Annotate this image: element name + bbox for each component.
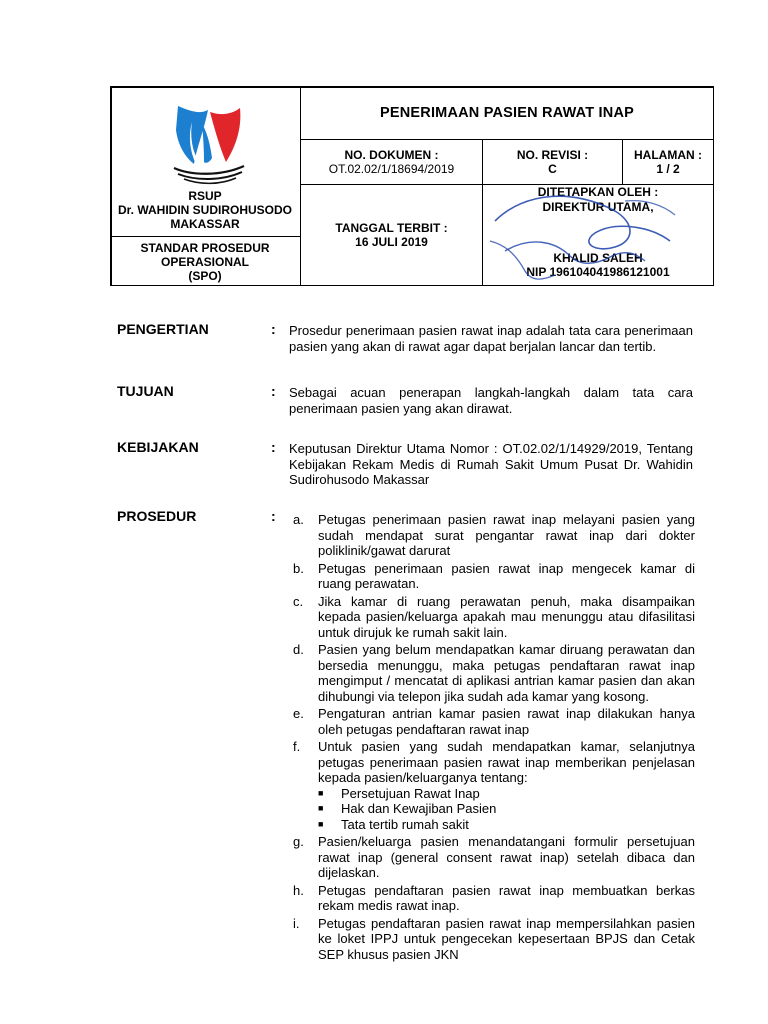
revision-cell (483, 140, 622, 184)
procedure-item (289, 916, 695, 963)
doc-number-cell (301, 140, 482, 184)
section-colon: : (271, 383, 276, 399)
procedure-item-marker: d. (293, 642, 304, 657)
procedure-sub-item (318, 801, 695, 817)
procedure-item (289, 834, 695, 881)
table-divider-h3 (110, 236, 301, 237)
section-label: PENGERTIAN (117, 321, 209, 337)
approver-role: DIREKTUR UTAMA, (542, 200, 654, 214)
procedure-item-text: Pasien/keluarga pasien menandatangani formulir persetujuan rawat inap (general consent rawat inap) setelah dibaca dan dijelaskan. (318, 834, 695, 880)
revision-value: C (548, 162, 557, 176)
institution-line-2: Dr. WAHIDIN SUDIROHUSODO (117, 203, 292, 217)
procedure-item-marker: c. (293, 593, 304, 609)
spo-line-1: STANDAR PROSEDUR (140, 240, 270, 255)
procedure-item-marker: g. (293, 834, 304, 849)
section-text: Keputusan Direktur Utama Nomor : OT.02.02/1/14929/2019, Tentang Kebijakan Rekam Medis di Rumah Sakit Umum Pusat Dr. Wahidin Sudirohusodo Makassar (289, 441, 693, 487)
procedure-sub-item (318, 786, 695, 802)
institution-line-1: RSUP (188, 189, 222, 203)
document-header-table (110, 86, 714, 286)
section-pengertian (117, 322, 717, 372)
procedure-item-marker: b. (293, 560, 304, 576)
page-number-label: HALAMAN : (634, 148, 702, 162)
procedure-item-text: Jika kamar di ruang perawatan penuh, maka disampaikan kepada pasien/keluarga apakah mau menunggu atau difasilitasi untuk dirujuk ke rumah sakit lain. (318, 593, 695, 640)
section-text: Prosedur penerimaan pasien rawat inap adalah tata cara penerimaan pasien yang akan di rawat agar dapat berjalan lancar dan tertib. (289, 323, 693, 354)
procedure-item-marker: f. (293, 739, 301, 754)
document-title: PENERIMAAN PASIEN RAWAT INAP (380, 104, 634, 121)
spo-line-2: OPERASIONAL (160, 254, 249, 269)
procedure-item (289, 642, 695, 704)
institution-name (110, 185, 300, 235)
issue-date-cell (301, 185, 482, 285)
section-label: PROSEDUR (117, 508, 197, 524)
square-bullet-icon: ■ (318, 803, 324, 813)
page-number-cell (623, 140, 713, 184)
doc-number-value: OT.02.02/1/18694/2019 (328, 162, 455, 176)
procedure-sub-item-text: Tata tertib rumah sakit (341, 816, 469, 832)
procedure-item (289, 706, 695, 737)
institution-line-3: MAKASSAR (170, 217, 240, 231)
issue-date-label: TANGGAL TERBIT : (335, 221, 448, 235)
section-label: KEBIJAKAN (117, 439, 199, 455)
section-label: TUJUAN (117, 383, 174, 399)
procedure-item-marker: e. (293, 706, 304, 721)
procedure-item-text: Pasien yang belum mendapatkan kamar diruang perawatan dan bersedia menunggu, maka petugas pendaftaran rawat inap mengimput / mencatat di aplikasi antrian kamar pasien dan akan dihubungi via telepon jika sudah ada kamar yang kosong. (318, 642, 695, 704)
procedure-item-text: Petugas penerimaan pasien rawat inap mengecek kamar di ruang perawatan. (318, 560, 695, 591)
procedure-item (289, 512, 695, 559)
square-bullet-icon: ■ (318, 818, 324, 829)
section-colon: : (271, 439, 276, 455)
approver-name: KHALID SALEH (553, 251, 643, 265)
procedure-item (289, 883, 695, 914)
procedure-item-text: Petugas penerimaan pasien rawat inap melayani pasien yang sudah mendapat surat pengantar rawat inap dari dokter poliklinik/gawat darurat (318, 512, 695, 558)
spo-line-3: (SPO) (188, 268, 222, 283)
section-colon: : (271, 321, 276, 337)
issue-date-value: 16 JULI 2019 (355, 235, 428, 249)
procedure-sub-item-text: Hak dan Kewajiban Pasien (341, 801, 497, 816)
approved-by-label: DITETAPKAN OLEH : (537, 185, 659, 199)
section-tujuan (117, 384, 717, 420)
procedure-item-text: Pengaturan antrian kamar pasien rawat inap dilakukan hanya oleh petugas pendaftaran rawat inap (318, 706, 695, 737)
revision-label: NO. REVISI : (516, 148, 589, 162)
hospital-logo-icon (170, 102, 250, 188)
procedure-item (289, 561, 695, 592)
procedure-item-marker: h. (293, 882, 304, 898)
procedure-item-text: Petugas pendaftaran pasien rawat inap membuatkan berkas rekam medis rawat inap. (318, 882, 695, 913)
page-number-value: 1 / 2 (656, 162, 680, 176)
section-colon: : (271, 508, 276, 524)
procedure-list (289, 512, 695, 964)
procedure-sub-list (318, 786, 695, 833)
section-text: Sebagai acuan penerapan langkah-langkah dalam tata cara penerimaan pasien yang akan dirawat. (289, 385, 693, 416)
section-kebijakan (117, 440, 717, 490)
square-bullet-icon: ■ (318, 787, 324, 798)
procedure-item-marker: i. (293, 915, 300, 931)
procedure-item-text: Petugas pendaftaran pasien rawat inap mempersilahkan pasien ke loket IPPJ untuk pengecekan kepesertaan BPJS dan Cetak SEP khusus pasien JKN (318, 915, 695, 962)
doc-number-label: NO. DOKUMEN : (344, 148, 439, 162)
document-title-cell (301, 86, 713, 139)
procedure-item (289, 594, 695, 641)
procedure-item (289, 739, 695, 832)
procedure-sub-item-text: Persetujuan Rawat Inap (341, 785, 480, 801)
spo-label (110, 238, 300, 285)
procedure-item-marker: a. (293, 512, 304, 527)
procedure-item-text: Untuk pasien yang sudah mendapatkan kamar, selanjutnya petugas penerimaan pasien rawat inap memberikan penjelasan kepada pasien/keluarganya tentang: (318, 739, 695, 785)
approver-nip: NIP 196104041986121001 (526, 265, 670, 279)
approval-cell (483, 185, 713, 285)
procedure-sub-item (318, 817, 695, 833)
